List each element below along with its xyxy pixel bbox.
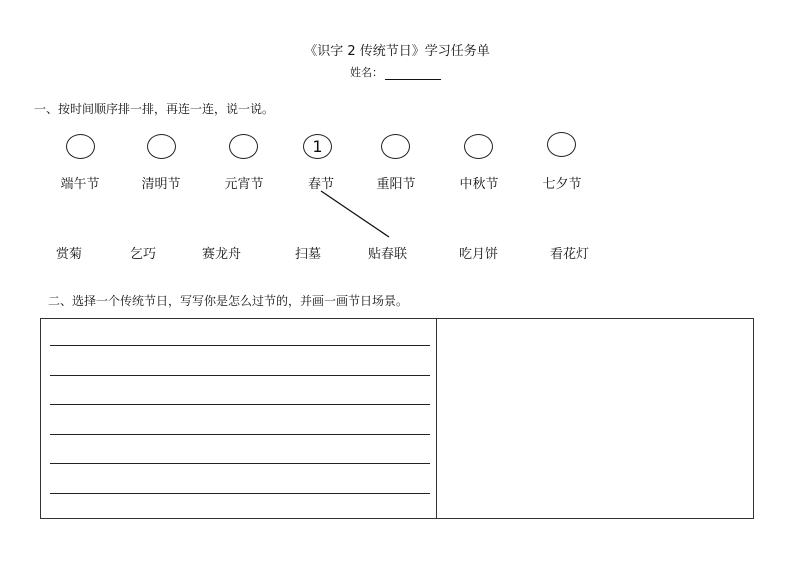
writing-line[interactable] bbox=[50, 434, 430, 435]
festival-qingming: 清明节 bbox=[141, 177, 181, 192]
festival-yuanxiao: 元宵节 bbox=[224, 177, 264, 192]
writing-line[interactable] bbox=[50, 345, 430, 346]
drawing-area[interactable] bbox=[438, 320, 752, 517]
activity-shangju[interactable]: 赏菊 bbox=[56, 247, 83, 262]
page-title: 《识字 2 传统节日》学习任务单 bbox=[304, 44, 490, 59]
activity-qiqiao[interactable]: 乞巧 bbox=[130, 247, 157, 262]
question-2: 二、选择一个传统节日，写写你是怎么过节的，并画一画节日场景。 bbox=[48, 294, 409, 308]
question-1: 一、按时间顺序排一排，再连一连，说一说。 bbox=[34, 102, 275, 116]
festival-chongyang: 重阳节 bbox=[376, 177, 416, 192]
activity-chiyuebing[interactable]: 吃月饼 bbox=[459, 247, 499, 262]
festival-qixi: 七夕节 bbox=[542, 177, 582, 192]
box-divider bbox=[436, 318, 437, 519]
activity-saomu[interactable]: 扫墓 bbox=[295, 247, 322, 262]
festival-duanwu: 端午节 bbox=[60, 177, 100, 192]
writing-line[interactable] bbox=[50, 463, 430, 464]
order-circle-chunjie[interactable]: 1 bbox=[303, 134, 332, 159]
name-label: 姓名： bbox=[350, 66, 383, 79]
activity-sailongzhou[interactable]: 赛龙舟 bbox=[202, 247, 242, 262]
writing-line[interactable] bbox=[50, 493, 430, 494]
festival-chunjie: 春节 bbox=[307, 177, 334, 192]
writing-line[interactable] bbox=[50, 404, 430, 405]
writing-line[interactable] bbox=[50, 375, 430, 376]
activity-kanhuadeng[interactable]: 看花灯 bbox=[550, 247, 590, 262]
festival-zhongqiu: 中秋节 bbox=[459, 177, 499, 192]
activity-tiechunlian[interactable]: 贴春联 bbox=[368, 247, 408, 262]
